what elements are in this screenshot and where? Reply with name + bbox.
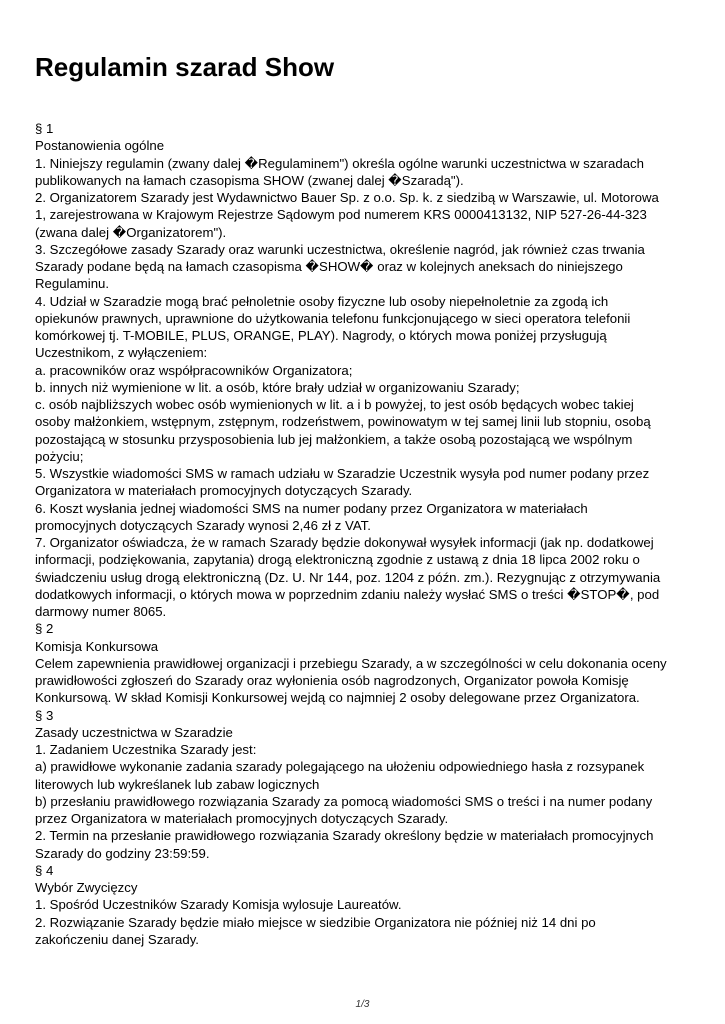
text-line: a) prawidłowe wykonanie zadania szarady polegającego na ułożeniu odpowiedniego hasła z rozsypanek bbox=[35, 759, 645, 775]
text-line: Celem zapewnienia prawidłowej organizacji i przebiegu Szarady, a w szczególności w celu dokonania oceny bbox=[35, 655, 667, 671]
page-number: 1/3 bbox=[355, 999, 370, 1010]
text-line: literowych lub wykreślanek lub zabaw logicznych bbox=[35, 776, 320, 792]
text-line: Zasady uczestnictwa w Szaradzie bbox=[35, 724, 233, 740]
document-title: Regulamin szarad Show bbox=[35, 52, 335, 82]
text-line: dodatkowych informacji, o których mowa w poprzednim zdaniu należy wysłać SMS o treści �STOP�, pod bbox=[35, 586, 660, 602]
text-line: 1. Spośród Uczestników Szarady Komisja wylosuje Laureatów. bbox=[35, 897, 402, 913]
text-line: darmowy numer 8065. bbox=[35, 604, 167, 619]
text-line: Konkursową. W skład Komisji Konkursowej wejdą co najmniej 2 osoby delegowane przez Organizatora. bbox=[35, 690, 640, 706]
text-line: c. osób najbliższych wobec osób wymienionych w lit. a i b powyżej, to jest osób będących wobec takiej bbox=[35, 397, 634, 412]
text-line: Organizatora w materiałach promocyjnych dotyczących Szarady. bbox=[35, 483, 413, 499]
text-line: Postanowienia ogólne bbox=[35, 138, 165, 154]
text-line: § 2 bbox=[35, 621, 54, 637]
text-line: a. pracowników oraz współpracowników Organizatora; bbox=[35, 362, 353, 378]
document-body bbox=[35, 120, 697, 948]
text-line: 4. Udział w Szaradzie mogą brać pełnoletnie osoby fizyczne lub osoby niepełnoletnie za zgodą ich bbox=[35, 293, 609, 309]
text-line: Szarady podane będą na łamach czasopisma �SHOW� oraz w kolejnych aneksach do niniejszego bbox=[35, 259, 623, 274]
text-line: 2. Termin na przesłanie prawidłowego rozwiązania Szarady określony będzie w materiałach promocyjnych bbox=[35, 828, 654, 844]
text-line: 1. Zadaniem Uczestnika Szarady jest: bbox=[35, 742, 257, 757]
text-line: 6. Koszt wysłania jednej wiadomości SMS na numer podany przez Organizatora w materiałach bbox=[35, 500, 588, 516]
text-line: prawidłowości zgłoszeń do Szarady oraz wyłonienia osób nagrodzonych, Organizator powoła Komisję bbox=[35, 673, 629, 688]
text-line: 7. Organizator oświadcza, że w ramach Szarady będzie dokonywał wysyłek informacji (jak np. dodatkowej bbox=[35, 535, 654, 550]
text-line: 5. Wszystkie wiadomości SMS w ramach udziału w Szaradzie Uczestnik wysyła pod numer podany przez bbox=[35, 466, 650, 481]
text-line: Wybór Zwycięzcy bbox=[35, 880, 138, 895]
text-line: pożyciu; bbox=[35, 448, 84, 464]
text-line: § 4 bbox=[35, 862, 54, 878]
text-line: Regulaminu. bbox=[35, 276, 110, 292]
text-line: informacji, podziękowania, zapytania) drogą elektroniczną zgodnie z ustawą z dnia 18 lipca 2002 roku o bbox=[35, 552, 640, 568]
text-line: Szarady do godziny 23:59:59. bbox=[35, 845, 210, 861]
text-line: osoby małżonkiem, wstępnym, zstępnym, rodzeństwem, powinowatym w tej samej linii lub stopniu, osobą bbox=[35, 414, 651, 430]
text-line: 2. Rozwiązanie Szarady będzie miało miejsce w siedzibie Organizatora nie później niż 14 dni po bbox=[35, 914, 596, 930]
text-line: 1, zarejestrowana w Krajowym Rejestrze Sądowym pod numerem KRS 0000413132, NIP 527-26-44-323 bbox=[35, 207, 647, 223]
text-line: 2. Organizatorem Szarady jest Wydawnictwo Bauer Sp. z o.o. Sp. k. z siedzibą w Warszawie, ul. Motorowa bbox=[35, 190, 659, 205]
text-line: zakończeniu danej Szarady. bbox=[35, 931, 199, 947]
text-line: komórkowej tj. T-MOBILE, PLUS, ORANGE, PLAY). Nagrody, o których mowa poniżej przysługują bbox=[35, 328, 607, 343]
text-line: b. innych niż wymienione w lit. a osób, które brały udział w organizowaniu Szarady; bbox=[35, 379, 520, 395]
text-line: 3. Szczegółowe zasady Szarady oraz warunki uczestnictwa, określenie nagród, jak również czas trwania bbox=[35, 241, 645, 257]
text-line: opiekunów prawnych, uprawnione do użytkowania telefonu funkcjonującego w sieci operatora telefonii bbox=[35, 310, 631, 326]
text-line: Uczestnikom, z wyłączeniem: bbox=[35, 345, 208, 361]
text-line: b) przesłaniu prawidłowego rozwiązania Szarady za pomocą wiadomości SMS o treści i na numer podany bbox=[35, 793, 653, 809]
text-line: świadczeniu usług drogą elektroniczną (Dz. U. Nr 144, poz. 1204 z późn. zm.). Rezygnując z otrzymywania bbox=[35, 569, 661, 585]
text-line: publikowanych na łamach czasopisma SHOW (zwanej dalej �Szaradą"). bbox=[35, 172, 464, 188]
text-line: przez Organizatora w materiałach promocyjnych dotyczących Szarady. bbox=[35, 811, 449, 826]
text-line: pozostającą w stosunku przysposobienia lub jej małżonkiem, a także osobą pozostającą we wspólnym bbox=[35, 431, 633, 447]
text-line: Komisja Konkursowa bbox=[35, 638, 159, 654]
text-line: § 3 bbox=[35, 707, 54, 723]
text-line: § 1 bbox=[35, 121, 54, 136]
text-line: 1. Niniejszy regulamin (zwany dalej �Regulaminem") określa ogólne warunki uczestnictwa w szaradach bbox=[35, 155, 644, 171]
text-line: (zwana dalej �Organizatorem"). bbox=[35, 224, 227, 240]
text-line: promocyjnych dotyczących Szarady wynosi 2,46 zł z VAT. bbox=[35, 517, 371, 533]
